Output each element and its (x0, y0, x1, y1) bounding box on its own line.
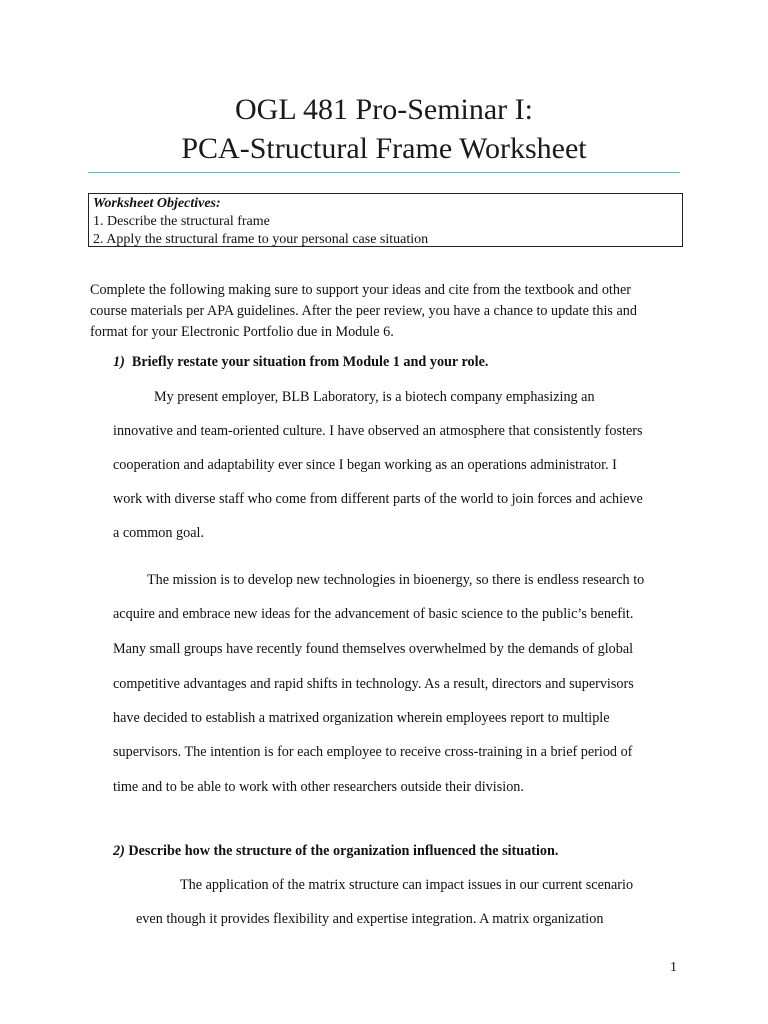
answer-1-line: time and to be able to work with other researchers outside their division. (113, 779, 524, 795)
answer-1-line: The mission is to develop new technologies in bioenergy, so there is endless research to (147, 572, 645, 588)
answer-1-line: work with diverse staff who come from different parts of the world to join forces and achieve (113, 491, 643, 507)
answer-2-line: even though it provides flexibility and expertise integration. A matrix organization (136, 911, 604, 927)
answer-1-line: cooperation and adaptability ever since I began working as an operations administrator. I (113, 457, 617, 473)
page-number: 1 (670, 960, 677, 975)
answer-1-line: innovative and team-oriented culture. I have observed an atmosphere that consistently fosters (113, 423, 643, 439)
intro-line: course materials per APA guidelines. After the peer review, you have a chance to update this and (90, 303, 637, 319)
answer-1-line: have decided to establish a matrixed organization wherein employees report to multiple (113, 710, 610, 726)
question-1-text: Briefly restate your situation from Module 1 and your role. (131, 354, 489, 370)
answer-1-line: acquire and embrace new ideas for the advancement of basic science to the public’s benefit. (113, 606, 634, 622)
answer-1-line: a common goal. (113, 525, 205, 541)
title-line-2: PCA-Structural Frame Worksheet (181, 132, 587, 165)
answer-1-line: supervisors. The intention is for each employee to receive cross-training in a brief period of (113, 744, 633, 760)
objective-item: 1. Describe the structural frame (93, 214, 270, 229)
objectives-box (88, 193, 683, 247)
objective-item: 2. Apply the structural frame to your personal case situation (93, 232, 429, 247)
answer-2-line: The application of the matrix structure can impact issues in our current scenario (180, 877, 634, 893)
intro-line: format for your Electronic Portfolio due in Module 6. (90, 324, 394, 340)
title-divider (88, 172, 680, 173)
answer-1-line: Many small groups have recently found themselves overwhelmed by the demands of global (113, 641, 634, 657)
question-2-text: Describe how the structure of the organization influenced the situation. (128, 843, 559, 859)
question-2-number: 2) (113, 843, 125, 859)
title-line-1: OGL 481 Pro-Seminar I: (234, 93, 533, 126)
answer-1-line: My present employer, BLB Laboratory, is a biotech company emphasizing an (154, 389, 595, 405)
question-1-heading (113, 354, 488, 371)
objectives-heading: Worksheet Objectives: (93, 196, 221, 211)
intro-line: Complete the following making sure to support your ideas and cite from the textbook and other (90, 282, 631, 298)
question-2-heading (113, 843, 558, 860)
answer-1-line: competitive advantages and rapid shifts in technology. As a result, directors and supervisors (113, 676, 634, 692)
question-1-number: 1) (113, 354, 125, 370)
